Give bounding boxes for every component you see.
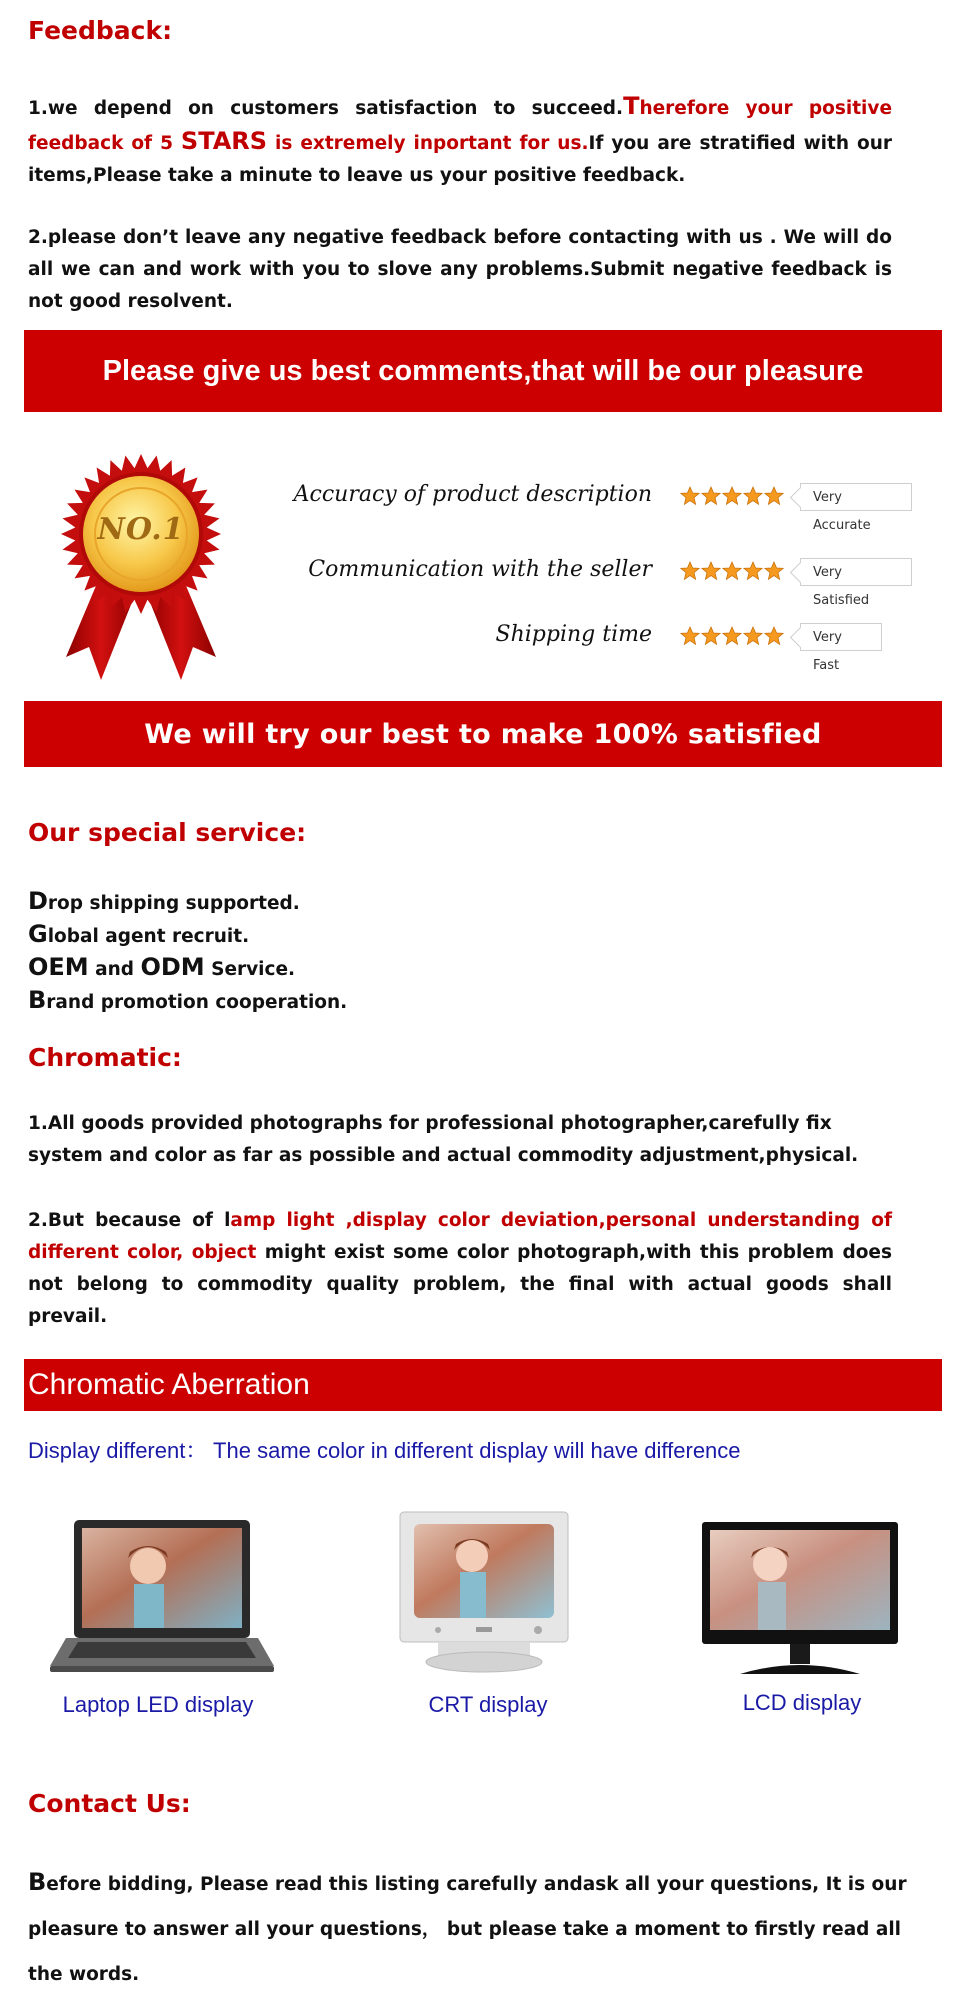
rating-tag: Very Satisfied <box>800 558 912 586</box>
feedback-p1-rest: If you are stratified with our items,Please take a minute to leave us your positive feedback. <box>28 133 892 186</box>
feedback-paragraph-1 <box>28 90 892 192</box>
display-label-lcd: LCD display <box>742 1690 862 1715</box>
star-icon <box>701 486 721 506</box>
star-icon <box>764 486 784 506</box>
rating-stars <box>680 486 784 506</box>
star-icon <box>701 561 721 581</box>
display-label-laptop: Laptop LED display <box>62 1692 254 1717</box>
comments-banner-text: Please give us best comments,that will be our pleasure <box>102 354 864 387</box>
chromatic-paragraph-2 <box>28 1205 892 1333</box>
feedback-p1-intro: 1.we depend on customers satisfaction to succeed. <box>28 98 624 119</box>
star-icon <box>701 626 721 646</box>
rating-row <box>0 620 960 673</box>
aberration-subtitle: Display different： The same color in different display will have difference <box>28 1438 741 1463</box>
star-icon <box>722 486 742 506</box>
rating-tag: Very Accurate <box>800 483 912 511</box>
chromatic-p2-intro: 2.But because of l <box>28 1210 231 1231</box>
rating-stars <box>680 626 784 646</box>
rating-tag: Very Fast <box>800 623 882 651</box>
star-icon <box>764 626 784 646</box>
star-icon <box>680 486 700 506</box>
satisfied-banner <box>24 701 942 767</box>
star-icon <box>680 561 700 581</box>
star-icon <box>743 486 763 506</box>
chromatic-p2-highlight: amp light ,display color deviation,personal understanding of different color, object <box>28 1210 892 1263</box>
rating-label: Shipping time <box>495 622 652 647</box>
chromatic-title: Chromatic: <box>28 1043 182 1072</box>
contact-paragraph <box>28 1860 908 1997</box>
contact-cap: B <box>28 1868 47 1896</box>
star-icon <box>743 626 763 646</box>
star-icon <box>722 626 742 646</box>
rating-stars <box>680 561 784 581</box>
rating-label: Communication with the seller <box>308 557 652 582</box>
chromatic-p2-rest: might exist some color photograph,with this problem does not belong to commodity quality problem, the final with actual goods shall prevail. <box>28 1242 892 1327</box>
aberration-banner <box>24 1359 942 1411</box>
contact-title: Contact Us: <box>28 1789 191 1818</box>
service-item-agent: Global agent recruit. <box>28 920 250 948</box>
contact-text: efore bidding, Please read this listing carefully andask all your questions, It is our pleasure to answer all your questions， but please take a moment to firstly read all the words. <box>28 1874 907 1985</box>
service-list <box>28 886 347 1018</box>
chromatic-paragraph-1: 1.All goods provided photographs for professional photographer,carefully fix system and color as far as possible and actual commodity adjustment,physical. <box>28 1113 859 1166</box>
feedback-p1-important: is extremely inportant for us. <box>267 133 589 154</box>
feedback-p1-highlight: herefore your positive feedback of 5 <box>28 98 892 154</box>
service-item-dropshipping: Drop shipping supported. <box>28 887 300 915</box>
feedback-title: Feedback: <box>28 16 173 45</box>
aberration-banner-text: Chromatic Aberration <box>28 1368 310 1401</box>
feedback-paragraph-2: 2.please don’t leave any negative feedback before contacting with us . We will do all we can and work with you to slove any problems.Submit negative feedback is not good resolvent. <box>28 227 892 312</box>
badge-text: NO.1 <box>97 512 185 547</box>
crt-display-icon <box>398 1510 570 1676</box>
laptop-display-icon <box>48 1518 276 1676</box>
feedback-p1-stars: STARS <box>180 127 268 155</box>
display-label-crt: CRT display <box>428 1692 548 1717</box>
rating-label: Accuracy of product description <box>293 482 652 507</box>
service-item-brand: Brand promotion cooperation. <box>28 986 348 1014</box>
satisfied-banner-text: We will try our best to make 100% satisfied <box>144 718 822 750</box>
star-icon <box>680 626 700 646</box>
star-icon <box>764 561 784 581</box>
feedback-p1-cap: T <box>623 92 640 120</box>
rating-row <box>0 555 960 608</box>
star-icon <box>743 561 763 581</box>
lcd-display-icon <box>700 1520 900 1678</box>
star-icon <box>722 561 742 581</box>
comments-banner <box>24 330 942 412</box>
service-item-oem-odm: OEM and ODM Service. <box>28 953 296 981</box>
service-title: Our special service: <box>28 818 307 847</box>
